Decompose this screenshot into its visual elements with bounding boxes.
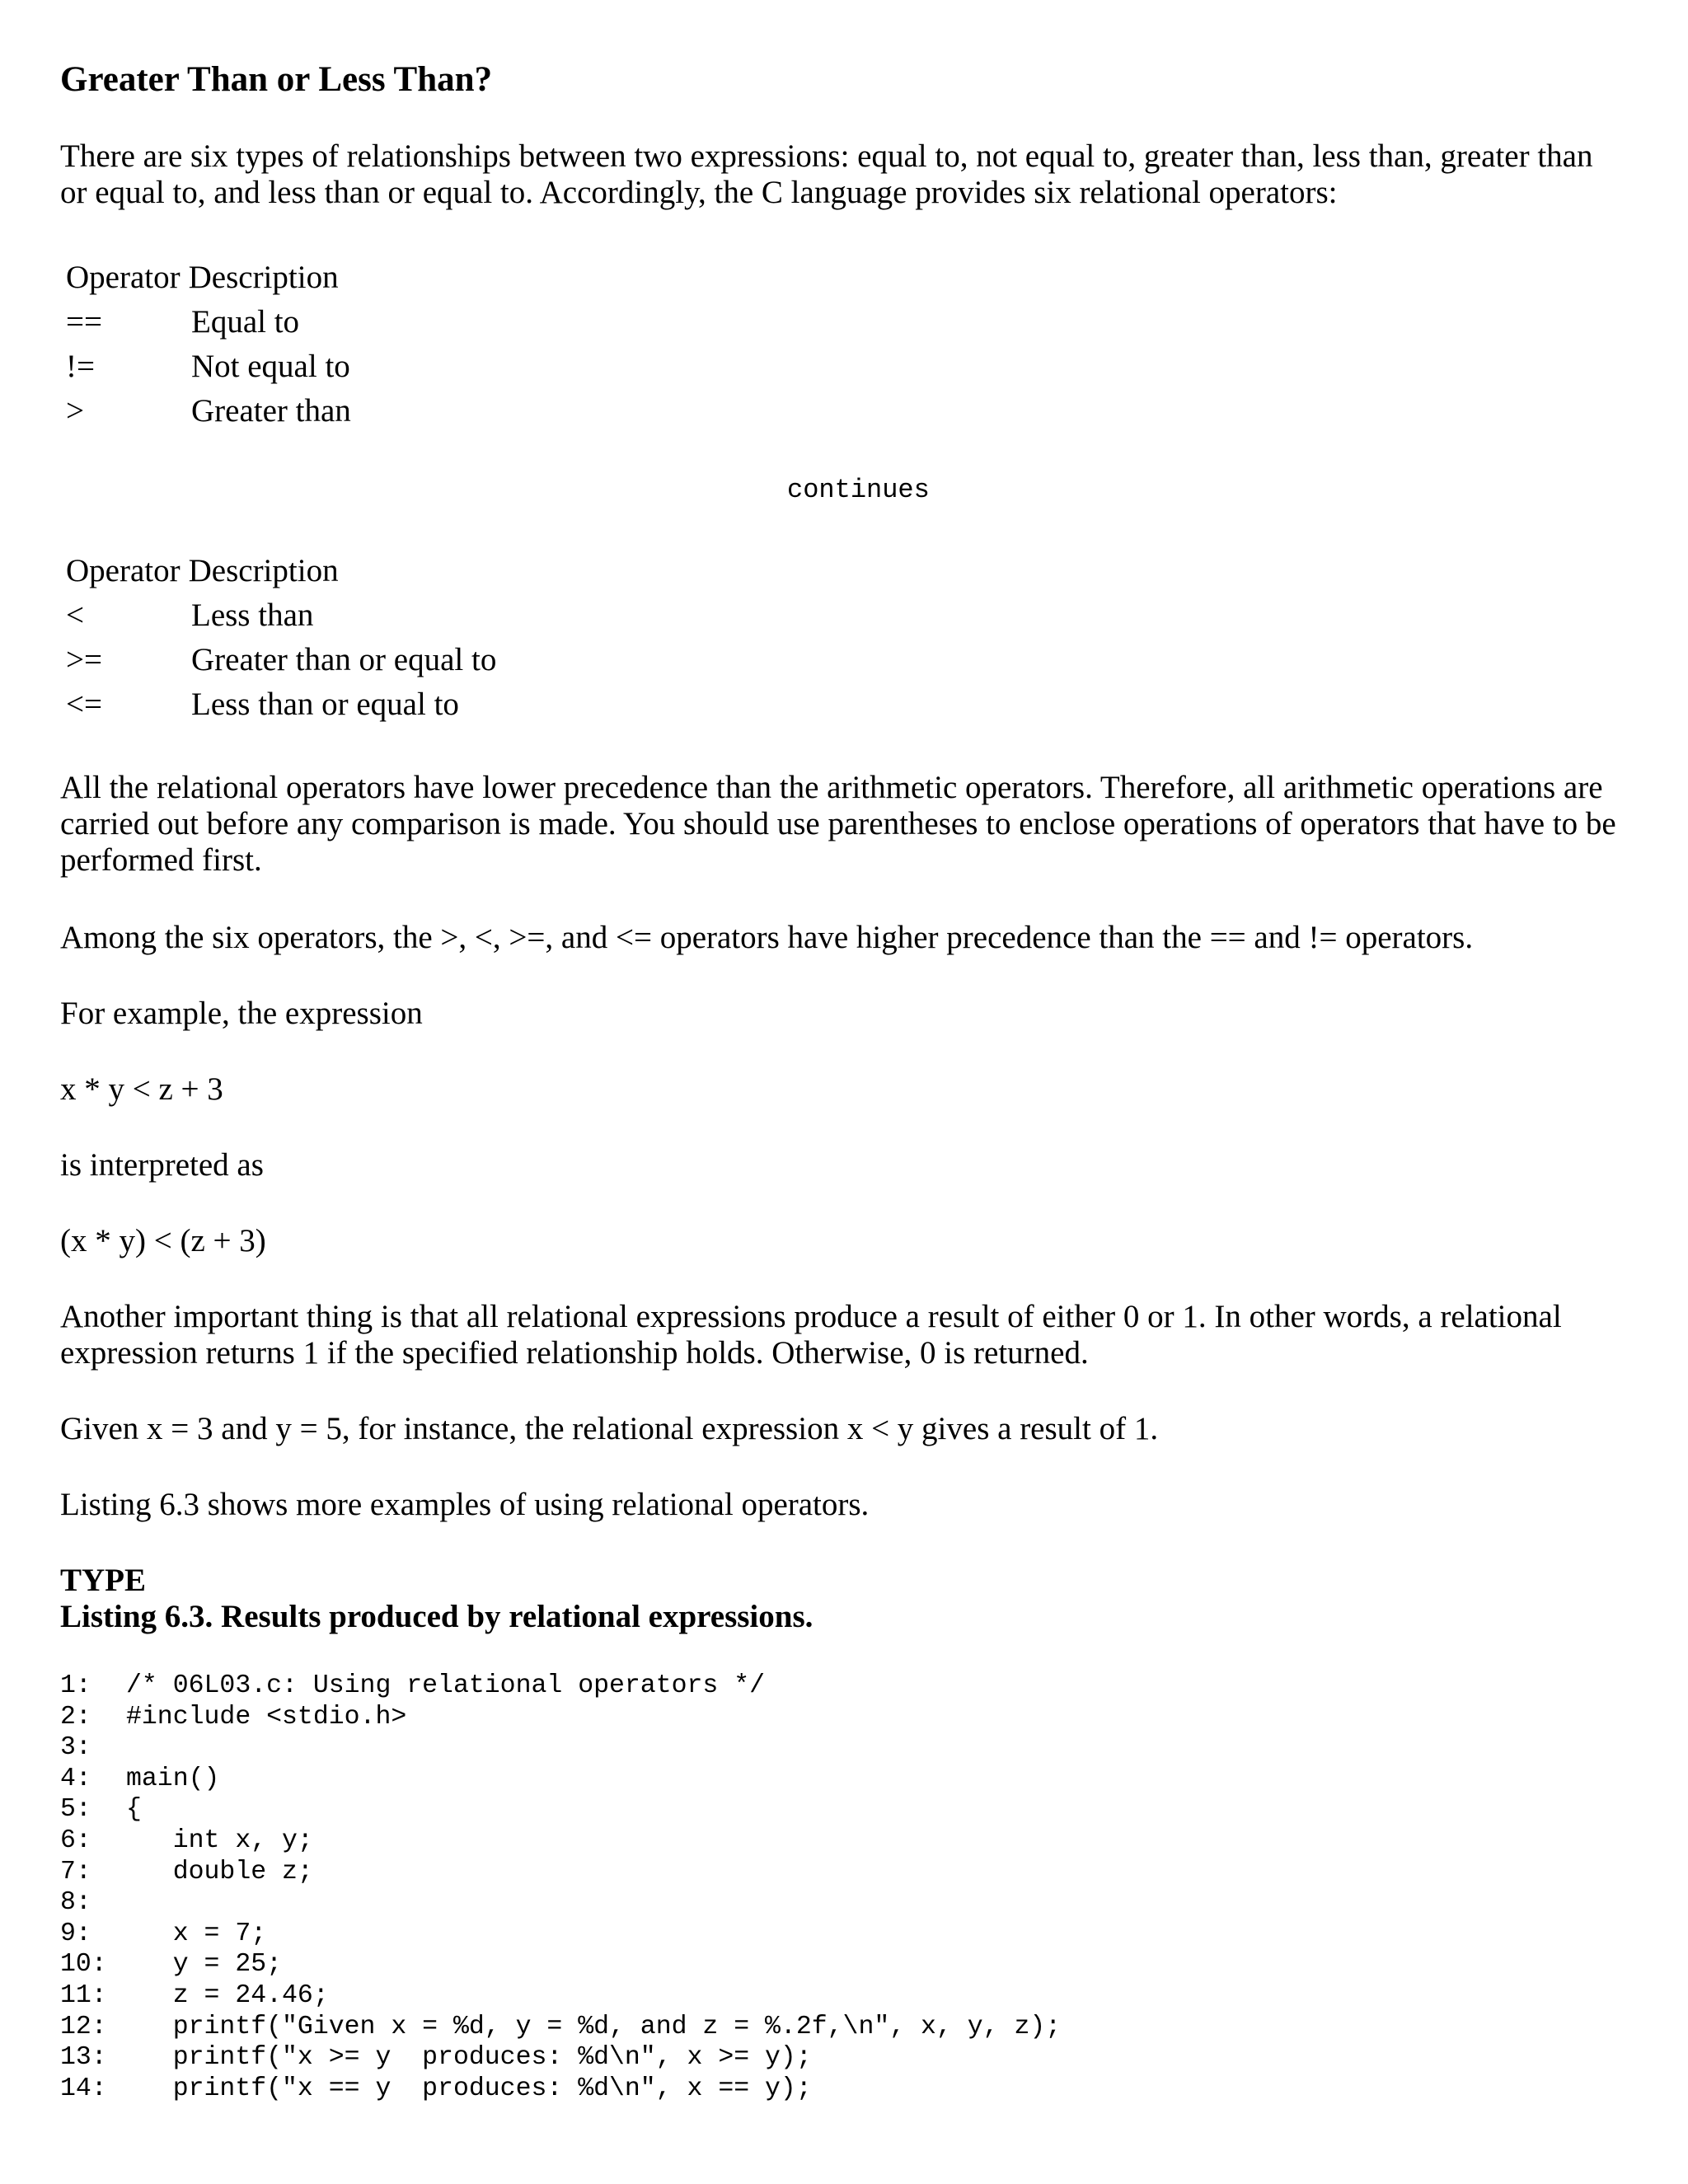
code-text: z = 24.46; — [126, 1980, 329, 2010]
intro-paragraph: There are six types of relationships between two expressions: equal to, not equal to, greater than, less than, greater than or equal to, and less than or equal to. Accordingly, the C language provides six relational operators: — [60, 138, 1593, 210]
operator-row — [66, 344, 351, 389]
code-text: { — [126, 1795, 142, 1825]
line-number: 6: — [60, 1825, 91, 1855]
code-line — [60, 1764, 1061, 1795]
operator-description: Equal to — [191, 304, 300, 340]
line-number: 8: — [60, 1888, 91, 1918]
operator-table-header — [66, 255, 351, 300]
code-line — [60, 1887, 1061, 1919]
operator-row — [66, 389, 351, 434]
code-text: y = 25; — [126, 1950, 283, 1980]
operator-symbol: != — [66, 349, 95, 384]
code-line — [60, 2074, 1061, 2105]
precedence-paragraph: All the relational operators have lower precedence than the arithmetic operators. Therefore, all arithmetic operations are carried out before any comparison is made. You should use parentheses to enclose operations of operators that have to be performed first. — [60, 770, 1616, 878]
operator-description: Less than — [191, 598, 314, 633]
code-line — [60, 1825, 1061, 1857]
code-text: /* 06L03.c: Using relational operators */ — [126, 1671, 766, 1700]
operator-row — [66, 300, 351, 344]
interpreted-as-text: is interpreted as — [60, 1147, 264, 1183]
operator-column-header: Operator — [66, 553, 181, 588]
code-line — [60, 1732, 1061, 1764]
code-line — [60, 1980, 1061, 2012]
code-text: double z; — [126, 1857, 313, 1886]
continues-label: continues — [787, 475, 930, 505]
line-number: 13: — [60, 2043, 107, 2073]
code-line — [60, 1857, 1061, 1888]
operator-description: Not equal to — [191, 349, 350, 384]
line-number: 11: — [60, 1980, 107, 2010]
description-column-header: Description — [188, 260, 339, 295]
code-line — [60, 1794, 1061, 1825]
operator-symbol: > — [66, 393, 84, 429]
code-line — [60, 2042, 1061, 2074]
code-text: printf("Given x = %d, y = %d, and z = %.2f,\n", x, y, z); — [126, 2012, 1062, 2041]
line-number: 3: — [60, 1733, 91, 1763]
among-paragraph: Among the six operators, the >, <, >=, and <= operators have higher precedence than the == and != operators. — [60, 920, 1474, 955]
description-column-header: Description — [188, 553, 339, 588]
operator-table-2 — [66, 549, 496, 727]
listing-reference: Listing 6.3 shows more examples of using relational operators. — [60, 1487, 870, 1522]
operator-description: Less than or equal to — [191, 687, 459, 722]
operator-symbol: >= — [66, 642, 102, 677]
operator-description: Greater than — [191, 393, 351, 429]
operator-table-header — [66, 549, 496, 593]
line-number: 12: — [60, 2012, 107, 2041]
operator-description: Greater than or equal to — [191, 642, 497, 677]
line-number: 10: — [60, 1950, 107, 1980]
example-expression: x * y < z + 3 — [60, 1071, 223, 1107]
operator-column-header: Operator — [66, 260, 181, 295]
code-line — [60, 1671, 1061, 1702]
code-line — [60, 1949, 1061, 1980]
operator-row — [66, 593, 496, 638]
result-paragraph: Another important thing is that all relational expressions produce a result of either 0 or 1. In other words, a relational expression returns 1 if the specified relationship holds. Otherwise, 0 is returned. — [60, 1299, 1562, 1371]
interpreted-expression: (x * y) < (z + 3) — [60, 1223, 266, 1258]
operator-row — [66, 638, 496, 682]
line-number: 4: — [60, 1764, 91, 1793]
code-text: #include <stdio.h> — [126, 1702, 407, 1732]
line-number: 5: — [60, 1795, 91, 1825]
code-line — [60, 2012, 1061, 2043]
code-text: printf("x >= y produces: %d\n", x >= y); — [126, 2043, 812, 2073]
example-intro: For example, the expression — [60, 996, 423, 1031]
given-paragraph: Given x = 3 and y = 5, for instance, the relational expression x < y gives a result of 1. — [60, 1411, 1159, 1446]
operator-symbol: <= — [66, 687, 102, 722]
page-title: Greater Than or Less Than? — [60, 60, 493, 99]
operator-table-1 — [66, 255, 351, 434]
code-text: printf("x == y produces: %d\n", x == y); — [126, 2074, 812, 2103]
code-listing — [60, 1671, 1061, 2104]
operator-symbol: < — [66, 598, 84, 633]
line-number: 7: — [60, 1857, 91, 1886]
code-line — [60, 1919, 1061, 1950]
line-number: 14: — [60, 2074, 107, 2103]
listing-heading — [60, 1563, 813, 1635]
line-number: 1: — [60, 1671, 91, 1700]
type-label: TYPE — [60, 1563, 147, 1598]
code-text: main() — [126, 1764, 220, 1793]
code-text: x = 7; — [126, 1919, 267, 1948]
code-text: int x, y; — [126, 1825, 313, 1855]
line-number: 9: — [60, 1919, 91, 1948]
code-line — [60, 1702, 1061, 1733]
line-number: 2: — [60, 1702, 91, 1732]
operator-row — [66, 682, 496, 727]
operator-symbol: == — [66, 304, 102, 340]
listing-title: Listing 6.3. Results produced by relational expressions. — [60, 1599, 814, 1634]
